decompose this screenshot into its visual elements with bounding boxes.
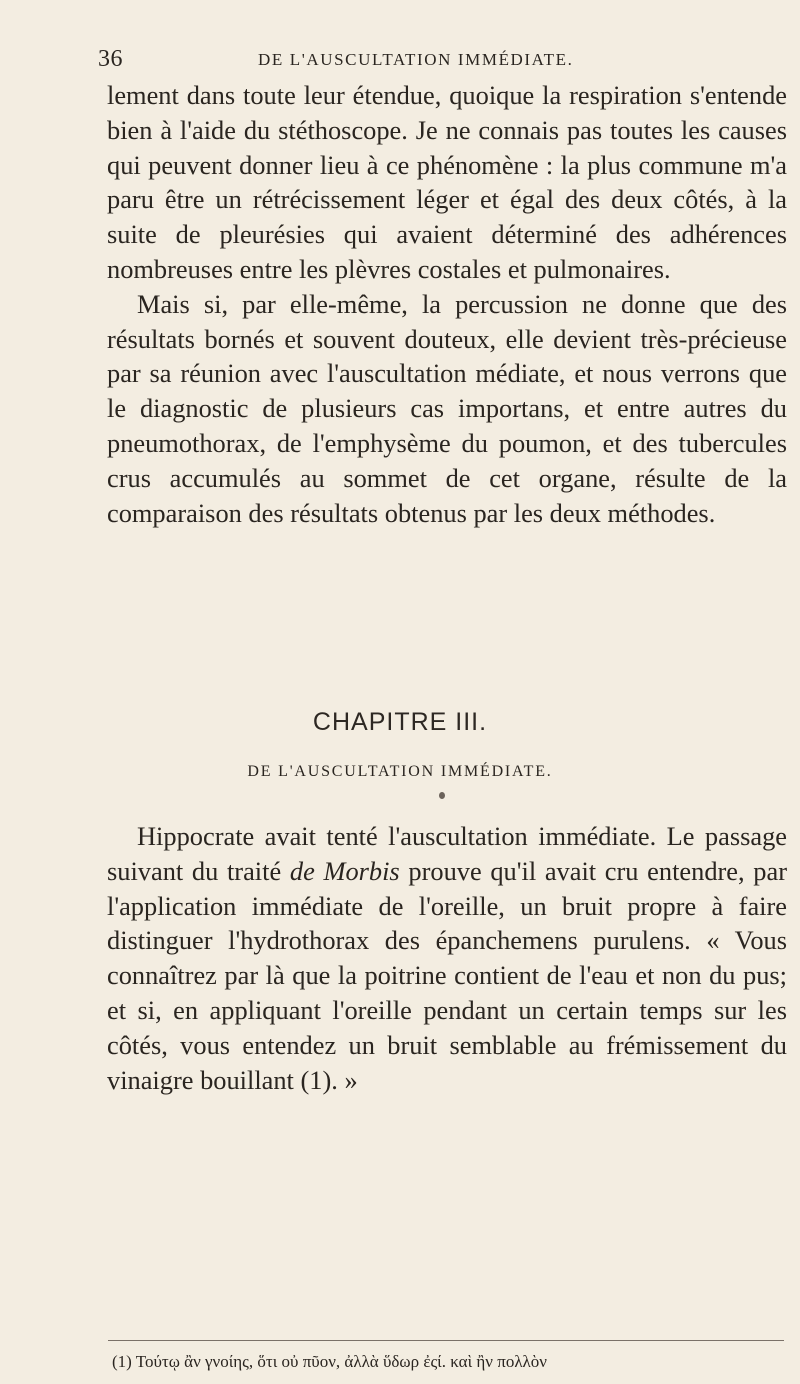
title-de-morbis: de Morbis (289, 855, 400, 886)
ornament-dot (439, 792, 445, 799)
running-head (98, 46, 738, 76)
chapter-subheading: DE L'AUSCULTATION IMMÉDIATE. (247, 763, 553, 780)
paragraph-hippocrate-start: Hippocrate avait tenté l'auscultation immédiate. Le passage suivant du traité (107, 821, 787, 886)
footnote: (1) Τούτῳ ἂν γνοίης, ὅτι οὐ πῦον, ἀλλὰ ὕδωρ ἐςί. καὶ ἢν πολλὸν (112, 1352, 547, 1371)
paragraph-hippocrate-end: prouve qu'il avait cru entendre, par l'application immédiate de l'oreille, un bruit propre à faire distinguer l'hydrothorax des épanchemens purulens. « Vous connaîtrez par là que la poitrine contient de l'eau et non du pus; et si, en appliquant l'oreille pendant un certain temps sur les côtés, vous entendez un bruit semblable au frémissement du vinaigre bouillant (1). » (107, 855, 787, 1095)
paragraph-continuation: lement dans toute leur étendue, quoique la respiration s'entende bien à l'aide du stéthoscope. Je ne connais pas toutes les causes qui peuvent donner lieu à ce phénomène : la plus commune m'a paru être un rétrécissement léger et égal des deux côtés, à la suite de pleurésies qui avaient déterminé des adhérences nombreuses entre les plèvres costales et pulmonaires. (107, 80, 787, 284)
page-number: 36 (98, 46, 123, 72)
main-text (107, 78, 787, 530)
paragraph-percussion: Mais si, par elle-même, la percussion ne donne que des résultats bornés et souvent douteux, elle devient très-précieuse par sa réunion avec l'auscultation médiate, et nous verrons que le diagnostic de plusieurs cas importans, et entre autres du pneumothorax, de l'emphysème du poumon, et des tubercules crus accumulés au sommet de cet organe, résulte de la comparaison des résultats obtenus par les deux méthodes. (107, 288, 787, 528)
chapter-text (107, 819, 787, 1097)
paragraph-hippocrate (107, 819, 787, 1097)
chapter-heading: CHAPITRE III. (312, 708, 488, 736)
running-title: DE L'AUSCULTATION IMMÉDIATE. (258, 50, 574, 69)
footnote-rule (108, 1340, 784, 1341)
